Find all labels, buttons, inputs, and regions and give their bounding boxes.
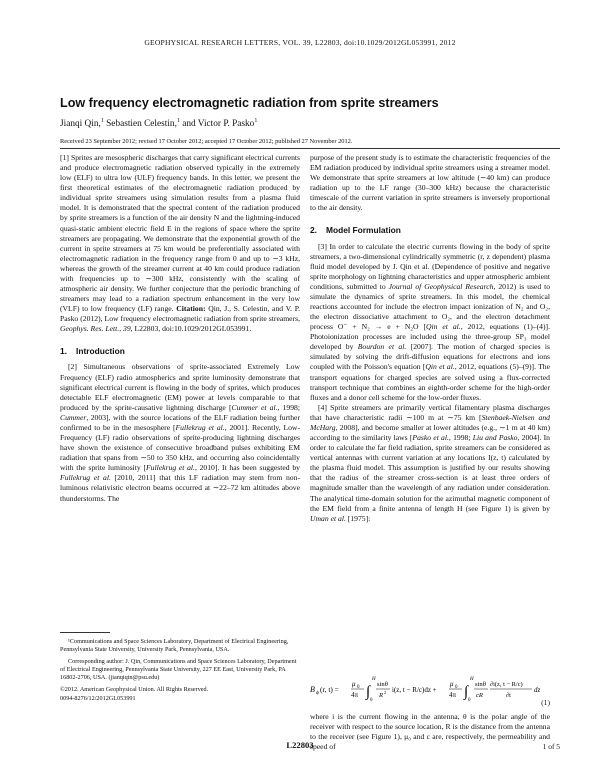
section-number: 2.	[310, 225, 317, 236]
left-column	[60, 153, 300, 504]
eq-mu-sub: 0	[455, 685, 458, 690]
text-run: , 1998;	[277, 402, 300, 412]
citation-text: Qin, J., S. Celestin, and V. P. Pasko (2012), Low frequency electromagnetic radiation from sprite streamers,	[60, 304, 301, 324]
eq-partial-den: ∂t	[506, 692, 511, 699]
eq-four-pi: 4π	[449, 691, 457, 699]
received-dates: Received 23 September 2012; revised 17 October 2012; accepted 17 October 2012; published 27 November 2012.	[60, 138, 353, 145]
text-run: , 2010]. It has been suggested by	[194, 463, 300, 473]
text-run: Simultaneous observations of sprite-associated Extremely Low Frequency (ELF) radio atmospherics and sprite luminosity demonstrate that significant electrical current is flowing in the body of sprites, which produces detectable ELF electromagnetic (EM) power at levels comparable to that produced by the sprite-causative lightning discharge [	[60, 362, 300, 412]
running-head: GEOPHYSICAL RESEARCH LETTERS, VOL. 39, L22803, doi:10.1029/2012GL053991, 2012	[144, 38, 456, 47]
author-qin: Jianqi Qin,	[60, 119, 101, 130]
author-list	[60, 118, 560, 129]
model-paragraph-4	[310, 403, 550, 524]
section-title: Introduction	[76, 346, 125, 357]
eq-lhs-args: (r, t) =	[320, 685, 339, 694]
equation-graphic	[310, 672, 550, 708]
eq-int-lower: 0	[370, 698, 373, 703]
issn-line: 0094-8276/12/2012GL053991	[60, 694, 136, 702]
paragraph-number: [2]	[68, 362, 77, 372]
text-run: [2007]. The motion of charged species is simulated by solving the drift-diffusion equations for electrons and ions coupled with the Poisson's equation [	[310, 342, 551, 372]
text-run: , 2008], and become smaller at lower altitudes (e.g., ∼1 m at 40 km) according to the similarity laws [	[310, 422, 550, 443]
right-column	[310, 153, 550, 524]
reference-link[interactable]: Cummer	[60, 412, 87, 422]
purpose-paragraph: purpose of the present study is to estimate the characteristic frequencies of the EM radiation produced by individual sprite streamers using a streamer model. We demonstrate that sprite streamers at low altitude (∼40 km) can produce radiation up to the LF range (30–300 kHz) because the characteristic timescale of the current variation in sprite streamers is inversely proportional to the air density.	[310, 153, 550, 213]
paragraph-number: [1]	[60, 153, 69, 162]
section-number: 1.	[60, 346, 67, 357]
equation-1	[310, 672, 550, 708]
text-run: [1975]:	[345, 513, 371, 523]
page-number: 1 of 5	[542, 742, 560, 751]
journal-name: Journal of Geophysical Research	[388, 281, 494, 291]
equation-number: (1)	[541, 698, 550, 707]
reference-link[interactable]: Stenbaek-Nielsen and McHarg	[310, 412, 551, 432]
text-run: , 2004]. In order to calculate the far field radiation, sprite streamers can be considered as vertical antennas with current variation at any locations I(z, t) calculated by the plasma fluid model. This assumption is justified by our results showing that the radius of the streamer cross-section is at least three orders of magnitude smaller than the wavelength of any radiation under consideration. The analytical time-domain solution for the azimuthal magnetic component of the EM field from a finite antenna of length H (see Figure 1) is given by	[310, 433, 550, 513]
affiliation-mark: 1	[254, 118, 258, 124]
eq-r-sup: 2	[384, 690, 387, 695]
eq-int-upper: H	[470, 677, 474, 682]
affiliation-mark: 1	[100, 118, 104, 124]
reference-link[interactable]: Bourdon et al.	[357, 342, 407, 352]
reference-link[interactable]: Fullekrug et al.	[175, 422, 225, 432]
text-run: In order to calculate the electric currents flowing in the body of sprite streamers, a two-dimensional cylindrically symmetric (r, z dependent) plasma fluid model developed by J. Qin et al. (Dependence of positive and negative sprite morphology on lightning characteristics and upper atmospheric ambient conditions, submitted to	[310, 241, 550, 291]
reference-link[interactable]: Fullekrug et al.	[146, 463, 195, 473]
eq-cr: cR	[476, 692, 483, 699]
intro-paragraph	[60, 362, 300, 503]
citation-label: Citation:	[176, 304, 206, 314]
reference-link[interactable]: Pasko et al.	[412, 433, 449, 443]
text-run: , 2003], with the source locations of the ELF radiation being further confirmed to be in the mesosphere [	[60, 412, 300, 432]
eq-dz: dz	[534, 686, 541, 694]
eq-int-upper: H	[372, 677, 376, 682]
citation-doi: L22803, doi:10.1029/2012GL053991.	[134, 324, 252, 334]
abstract-text: Sprites are mesospheric discharges that carry significant electrical currents and produce electromagnetic radiation observed typically in the extremely low (ELF) to ultra low (ULF) frequency bands. In this letter, we present the first theoretical estimates of the electromagnetic radiation produced by individual sprite streamers using simulation results from a plasma fluid model. It is demonstrated that the spectral content of the radiation produced by sprite streamers is a function of the air density N and the lightning-induced quasi-static ambient electric field E in the regions of space where the sprite streamers are propagating. We demonstrate that the exponential growth of the current in sprite streamers at 75 km would be preferentially associated with electromagnetic radiation in the frequency range from 0 and up to ∼3 kHz, whereas the growth of the streamer current at 40 km could produce radiation with frequencies up to ∼300 kHz, consistently with the scaling of atmospheric air density. We further conjecture that the periodic branching of streamers may lead to a radiation spectrum enhancement in the very low (VLF) to low frequency (LF) range.	[60, 153, 300, 314]
text-run: , 2012, equations (5)–(9)]. The transport equations for charged species are solved using a flux-corrected transport technique that combines an eighth-order scheme for the high-order fluxes and a donor cell scheme for the low-order fluxes.	[310, 362, 551, 402]
author-pasko: and Victor P. Pasko	[182, 119, 255, 130]
copyright-notice: ©2012. American Geophysical Union. All Rights Reserved.	[60, 686, 209, 694]
text-run: , 2012, equations (1)–(4)]. Photoionization processes are included using the three-group SP₃ model developed by	[310, 322, 550, 352]
model-paragraph-3	[310, 242, 550, 403]
reference-link[interactable]: Qin et al.	[425, 362, 455, 372]
text-run: [2010, 2011] that this LF radiation may stem from non-luminous relativistic electron beams occurred at ∼22–72 km altitudes above thunderstorms. The	[60, 473, 300, 503]
eq-four-pi: 4π	[351, 691, 359, 699]
affiliation-mark: 1	[176, 118, 180, 124]
footnotes	[60, 638, 300, 703]
reference-link[interactable]: Fullekrug et al.	[60, 473, 111, 483]
eq-lhs-sub: ϕ	[316, 690, 319, 696]
affiliation-footnote: ¹Communications and Space Sciences Laboratory, Department of Electrical Engineering, Pennsylvania State University, University Park, Pennsylvania, USA.	[60, 638, 289, 654]
author-celestin: Sebastien Celestin,	[106, 119, 177, 130]
eq-int-lower: 0	[468, 698, 471, 703]
eq-term1: i(z, t − R/c)dz +	[392, 686, 437, 694]
abstract	[60, 153, 300, 334]
eq-r: R	[379, 692, 384, 699]
footnote-divider	[60, 632, 110, 633]
header-divider	[60, 148, 560, 149]
section-title: Model Formulation	[326, 225, 401, 236]
paragraph-number: [4]	[318, 402, 327, 412]
reference-link[interactable]: Uman et al.	[310, 513, 346, 523]
corresponding-author: Corresponding author: J. Qin, Communications and Space Sciences Laboratory, Department of Electrical Engineering, Pennsylvania State University, 227 EE East, University Park, PA 16802-2706, USA. (jianqiqin@psu.edu)	[60, 658, 297, 682]
section-heading-model-formulation	[310, 225, 550, 235]
article-title: Low frequency electromagnetic radiation from sprite streamers	[60, 96, 439, 110]
text-run: , 2001]. Recently, Low-Frequency (LF) radio observations of sprite-producing lightning discharges have shown the existence of consecutive broadband pulses exhibiting EM radiation that spans from ∼50 to 350 kHz, and occurring also coincidentally with the sprite luminosity [	[60, 422, 300, 473]
reference-link[interactable]: Qin et al.	[426, 322, 461, 332]
eq-sin-theta: sinθ	[475, 681, 486, 688]
eq-mu: μ	[352, 680, 356, 688]
text-run: Sprite streamers are primarily vertical filamentary plasma discharges that have characteristic radii ∼100 m at ∼75 km [	[310, 402, 550, 422]
eq-mu: μ	[450, 680, 454, 688]
article-id-footer: L22803	[286, 740, 314, 750]
eq-partial-num: ∂i(z, t − R/c)	[490, 681, 523, 688]
eq-sin-theta: sinθ	[377, 681, 388, 688]
integral-sign: ∫	[366, 684, 371, 700]
integral-sign: ∫	[464, 684, 469, 700]
section-heading-introduction	[60, 346, 300, 356]
paragraph-number: [3]	[318, 241, 327, 251]
citation-journal: Geophys. Res. Lett., 39,	[60, 324, 133, 334]
eq-mu-sub: 0	[357, 685, 360, 690]
reference-link[interactable]: Liu and Pasko	[472, 433, 518, 443]
post-equation-paragraph: where i is the current flowing in the antenna, θ is the polar angle of the receiver with respect to the source location, R is the distance from the antenna to the receiver (see Figure 1), μ₀ and c are, respectively, the permeability and speed of	[310, 712, 550, 752]
text-run: , 1998;	[448, 433, 473, 443]
reference-link[interactable]: Cummer et al.	[231, 402, 278, 412]
text-run: , 2012) is used to simulate the dynamics of sprite streamers. In this model, the chemical reactions accounted for include the electron impact ionization of N₂ and O₂, the electron dissociative attachment to O₂, and the electron detachment process O⁻ + N₂ → e + N₂O [	[310, 281, 551, 332]
eq-lhs: B	[310, 685, 315, 694]
